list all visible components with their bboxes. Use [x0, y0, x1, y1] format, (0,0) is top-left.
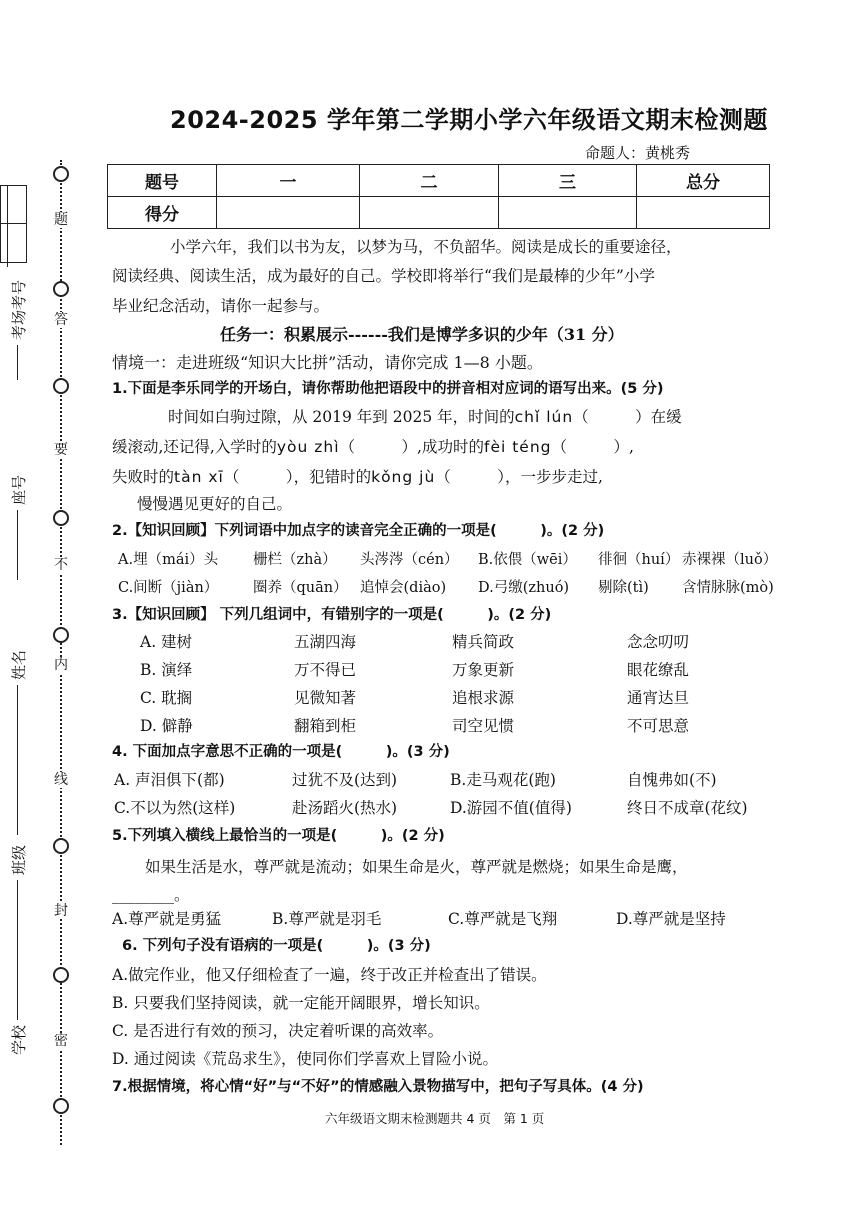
- option-text[interactable]: B. 只要我们坚持阅读，就一定能开阔眼界，增长知识。: [112, 994, 490, 1012]
- binding-ring: [53, 166, 69, 182]
- question-7-stem: 7.根据情境，将心情“好”与“不好”的情感融入景物描写中，把句子写具体。(4 分): [112, 1079, 644, 1095]
- pinyin: fèi téng: [483, 438, 552, 456]
- score-table-header-cell: 总分: [637, 165, 770, 197]
- option-text: 通宵达旦: [627, 689, 690, 707]
- text: 缓滚动,还记得,入学时的: [112, 438, 277, 456]
- intro-line: 毕业纪念活动，请你一起参与。: [112, 297, 330, 315]
- option-text[interactable]: D. 僻静: [140, 717, 193, 735]
- seal-char: 要: [54, 442, 68, 458]
- option-text: 圈养（quān）: [253, 580, 348, 596]
- option-text[interactable]: A.尊严就是勇猛: [112, 910, 222, 928]
- answer-blank[interactable]: （ ），一步步走过,: [435, 468, 603, 486]
- option-text[interactable]: C. 是否进行有效的预习，决定着听课的高效率。: [112, 1022, 444, 1040]
- answer-blank[interactable]: （ ）,: [551, 438, 634, 456]
- option-text: 精兵简政: [452, 633, 515, 651]
- option-text: 过犹不及(达到): [292, 771, 398, 789]
- binding-ring: [53, 1098, 69, 1114]
- score-table-header-cell: 二: [360, 165, 499, 197]
- question-5-sentence: 如果生活是水，尊严就是流动；如果生命是火，尊严就是燃烧；如果生命是鹰，: [145, 858, 688, 876]
- question-6-stem: 6. 下列句子没有语病的一项是( )。(3 分): [122, 938, 431, 954]
- seal-char: 不: [54, 557, 68, 573]
- field-exam-number-label: 考场考号: [10, 279, 28, 340]
- option-text: 自愧弗如(不): [627, 771, 717, 789]
- option-text[interactable]: A. 建树: [140, 633, 193, 651]
- field-class-label: 班级: [10, 844, 28, 875]
- answer-blank[interactable]: （ ）在缓: [573, 408, 682, 426]
- option-text: 含情脉脉(mò): [682, 580, 774, 596]
- option-text[interactable]: A.做完作业，他又仔细检查了一遍，终于改正并检查出了错误。: [112, 966, 547, 984]
- answer-blank[interactable]: ________。: [112, 886, 190, 904]
- option-text: 追悼会(diào): [360, 580, 447, 596]
- intro-line: 小学六年，我们以书为友，以梦为马，不负韶华。阅读是成长的重要途径，: [170, 238, 682, 256]
- binding-ring: [53, 510, 69, 526]
- option-text: 见微知著: [294, 689, 357, 707]
- pinyin: chǐ lún: [514, 408, 574, 426]
- question-1-line: [168, 405, 682, 427]
- question-4-stem: 4. 下面加点字意思不正确的一项是( )。(3 分): [112, 744, 450, 760]
- option-text: 万不得已: [294, 661, 357, 679]
- score-table-score-row: [108, 197, 770, 229]
- question-5-stem: 5.下列填入横线上最恰当的一项是( )。(2 分): [112, 828, 445, 844]
- pinyin: tàn xī: [174, 468, 224, 486]
- option-text[interactable]: C.间断（jiàn）: [118, 580, 219, 596]
- score-table: [107, 164, 770, 229]
- text: 时间如白驹过隙，从 2019 年到 2025 年，时间的: [168, 408, 515, 426]
- field-underline: [17, 880, 18, 1020]
- pinyin: yòu zhì: [276, 438, 340, 456]
- page-title: 2024-2025 学年第二学期小学六年级语文期末检测题: [170, 106, 768, 134]
- task-heading: 任务一：积累展示------我们是博学多识的少年（31 分）: [220, 325, 624, 344]
- score-table-header-row: [108, 165, 770, 197]
- field-name-label: 姓名: [10, 649, 28, 680]
- question-1-line: [112, 465, 603, 487]
- option-text[interactable]: B.尊严就是羽毛: [272, 910, 382, 928]
- field-underline: [17, 510, 18, 580]
- option-text[interactable]: D.尊严就是坚持: [616, 910, 726, 928]
- seal-char: 答: [54, 312, 68, 328]
- score-cell[interactable]: [217, 197, 360, 229]
- option-text: 徘徊（huí）: [598, 552, 680, 568]
- exam-number-box-divider: [7, 185, 27, 267]
- option-text[interactable]: C.不以为然(这样): [114, 799, 236, 817]
- scene-heading: 情境一：走进班级“知识大比拼”活动，请你完成 1—8 小题。: [112, 353, 543, 372]
- binding-ring: [53, 967, 69, 983]
- option-text[interactable]: D.游园不值(值得): [450, 799, 572, 817]
- field-seat-label: 座号: [10, 474, 28, 505]
- option-text: 赴汤蹈火(热水): [292, 799, 398, 817]
- field-underline: [17, 345, 18, 380]
- question-1-stem: 1.下面是李乐同学的开场白，请你帮助他把语段中的拼音相对应词的语写出来。(5 分): [112, 381, 664, 397]
- score-cell[interactable]: [499, 197, 637, 229]
- option-text[interactable]: B.依偎（wēi）: [478, 552, 577, 568]
- option-text: 念念叨叨: [627, 633, 690, 651]
- option-text: 赤裸裸（luǒ）: [682, 552, 778, 568]
- intro-line: 阅读经典、阅读生活，成为最好的自己。学校即将举行“我们是最棒的少年”小学: [112, 267, 655, 285]
- option-text: 司空见惯: [452, 717, 515, 735]
- page-footer: 六年级语文期末检测题共 4 页 第 1 页: [325, 1111, 545, 1126]
- answer-blank[interactable]: （ ），犯错时的: [223, 468, 372, 486]
- seal-char: 封: [54, 903, 68, 919]
- option-text[interactable]: D. 通过阅读《荒岛求生》，使同你们学喜欢上冒险小说。: [112, 1050, 498, 1068]
- option-text: 五湖四海: [294, 633, 357, 651]
- option-text[interactable]: B. 演绎: [140, 661, 193, 679]
- binding-dotted-line: [60, 160, 62, 1145]
- option-text: 翻箱到柜: [294, 717, 357, 735]
- binding-ring: [53, 627, 69, 643]
- question-1-line: 慢慢遇见更好的自己。: [137, 495, 293, 513]
- question-setter: 命题人：黄桃秀: [585, 144, 691, 162]
- option-text: 头涔涔（cén）: [360, 552, 459, 568]
- question-2-stem: 2.【知识回顾】下列词语中加点字的读音完全正确的一项是( )。(2 分): [112, 523, 605, 539]
- score-table-header-cell: 题号: [108, 165, 217, 197]
- score-table-header-cell: 三: [499, 165, 637, 197]
- seal-char: 题: [54, 212, 68, 228]
- option-text[interactable]: C. 耽搁: [140, 689, 193, 707]
- option-text: 终日不成章(花纹): [627, 799, 748, 817]
- score-row-label: 得分: [108, 197, 217, 229]
- pinyin: kǒng jù: [371, 468, 436, 486]
- score-table-header-cell: 一: [217, 165, 360, 197]
- binding-ring: [53, 838, 69, 854]
- field-school-label: 学校: [10, 1024, 28, 1055]
- seal-char: 内: [54, 657, 68, 673]
- option-text[interactable]: D.弓缴(zhuó): [478, 580, 570, 596]
- option-text[interactable]: C.尊严就是飞翔: [448, 910, 558, 928]
- seal-char: 密: [54, 1033, 68, 1049]
- seal-char: 线: [54, 772, 68, 788]
- option-text[interactable]: A.埋（mái）头: [118, 552, 219, 568]
- binding-ring: [53, 281, 69, 297]
- option-text: 栅栏（zhà）: [253, 552, 337, 568]
- question-3-stem: 3.【知识回顾】 下列几组词中，有错别字的一项是( )。(2 分): [112, 607, 552, 623]
- option-text: 剔除(tì): [598, 580, 649, 596]
- binding-ring: [53, 378, 69, 394]
- option-text: 追根求源: [452, 689, 515, 707]
- option-text: 眼花缭乱: [627, 661, 690, 679]
- field-underline: [17, 685, 18, 835]
- score-cell[interactable]: [637, 197, 770, 229]
- option-text: 不可思意: [627, 717, 690, 735]
- question-1-line: [112, 435, 634, 457]
- score-cell[interactable]: [360, 197, 499, 229]
- option-text[interactable]: A. 声泪俱下(都): [114, 771, 225, 789]
- option-text: 万象更新: [452, 661, 515, 679]
- option-text[interactable]: B.走马观花(跑): [450, 771, 556, 789]
- text: 失败时的: [112, 468, 175, 486]
- answer-blank[interactable]: （ ）,成功时的: [339, 438, 484, 456]
